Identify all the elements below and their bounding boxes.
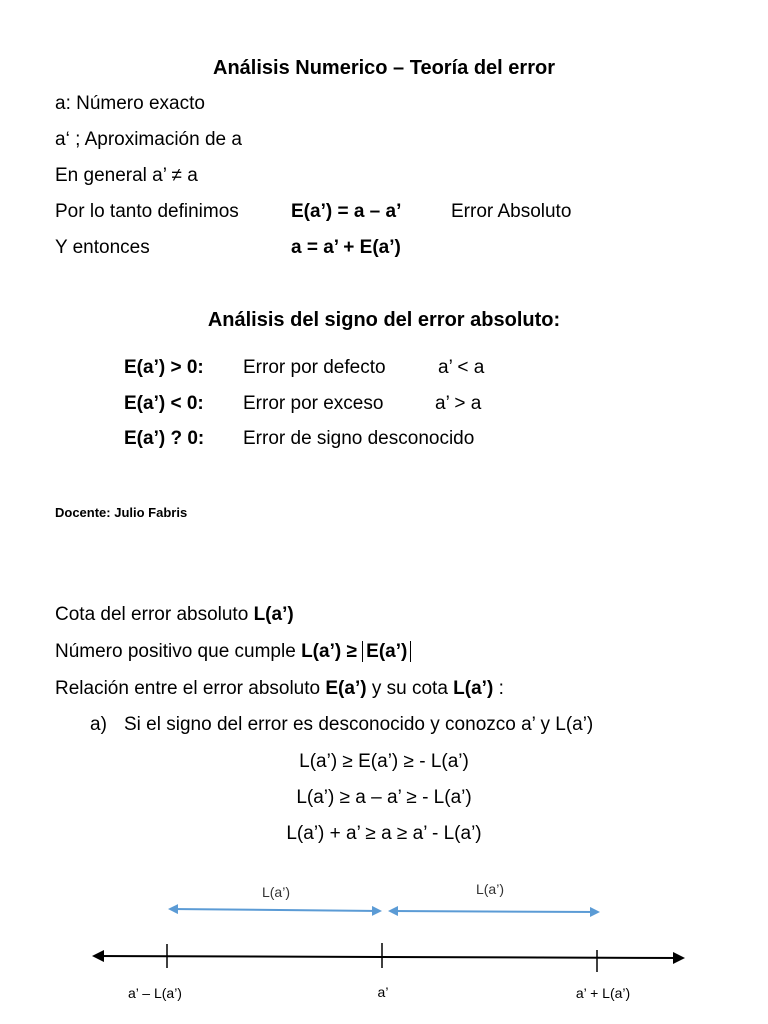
equation-2: L(a’) ≥ a – a’ ≥ - L(a’)	[296, 787, 472, 808]
approximation-line: a‘ ; Aproximación de a	[55, 129, 242, 150]
exact-value-line: a: Número exacto	[55, 93, 205, 114]
then-label: Y entonces	[55, 237, 150, 258]
sign-relation: a’ > a	[435, 393, 482, 414]
case-a-marker: a)	[90, 714, 107, 735]
number-line-diagram	[0, 864, 768, 1024]
sign-condition: E(a’) < 0:	[124, 393, 204, 414]
sign-description: Error de signo desconocido	[243, 428, 475, 449]
case-a-text: Si el signo del error es desconocido y conozco a’ y L(a’)	[124, 714, 594, 735]
absolute-error-formula: E(a’) = a – a’	[291, 201, 402, 222]
left-tick-label: a’ – L(a’)	[128, 985, 182, 1001]
bound-definition-text: Cota del error absoluto	[55, 604, 249, 625]
bound-condition-line	[55, 641, 411, 663]
relation-text-c: y su cota	[371, 678, 448, 699]
right-interval-label: L(a’)	[475, 881, 505, 897]
bound-symbol: L(a’)	[253, 604, 294, 625]
middle-tick-label: a’	[377, 984, 389, 1000]
sign-condition: E(a’) > 0:	[124, 357, 204, 378]
bound-condition-text: Número positivo que cumple	[55, 641, 296, 662]
sign-description: Error por exceso	[243, 393, 384, 414]
sign-relation: a’ < a	[438, 357, 485, 378]
number-line-axis	[94, 956, 683, 958]
left-interval-label: L(a’)	[261, 884, 291, 900]
equation-3: L(a’) + a’ ≥ a ≥ a’ - L(a’)	[286, 823, 482, 844]
absolute-error-name: Error Absoluto	[451, 201, 572, 222]
sign-analysis-title: Análisis del signo del error absoluto:	[207, 309, 561, 331]
relation-bound: L(a’)	[453, 678, 494, 699]
relation-line	[55, 678, 504, 700]
sign-condition: E(a’) ? 0:	[124, 428, 205, 449]
exact-value-formula: a = a’ + E(a’)	[291, 237, 401, 258]
relation-colon: :	[498, 678, 504, 699]
right-interval-arrow	[390, 911, 598, 912]
page-title: Análisis Numerico – Teoría del error	[213, 57, 555, 79]
absolute-value-expression: E(a’)	[362, 641, 411, 662]
equation-1: L(a’) ≥ E(a’) ≥ - L(a’)	[299, 751, 469, 772]
bound-definition-line	[55, 604, 294, 626]
author-label: Docente: Julio Fabris	[55, 505, 188, 520]
relation-text-a: Relación entre el error absoluto	[55, 678, 321, 699]
bound-condition-formula: L(a’) ≥	[301, 641, 357, 662]
general-inequality-line: En general a’ ≠ a	[55, 165, 198, 186]
right-tick-label: a’ + L(a’)	[575, 985, 631, 1001]
sign-description: Error por defecto	[243, 357, 386, 378]
left-interval-arrow	[170, 909, 380, 911]
relation-error: E(a’)	[325, 678, 367, 699]
definition-label: Por lo tanto definimos	[55, 201, 239, 222]
